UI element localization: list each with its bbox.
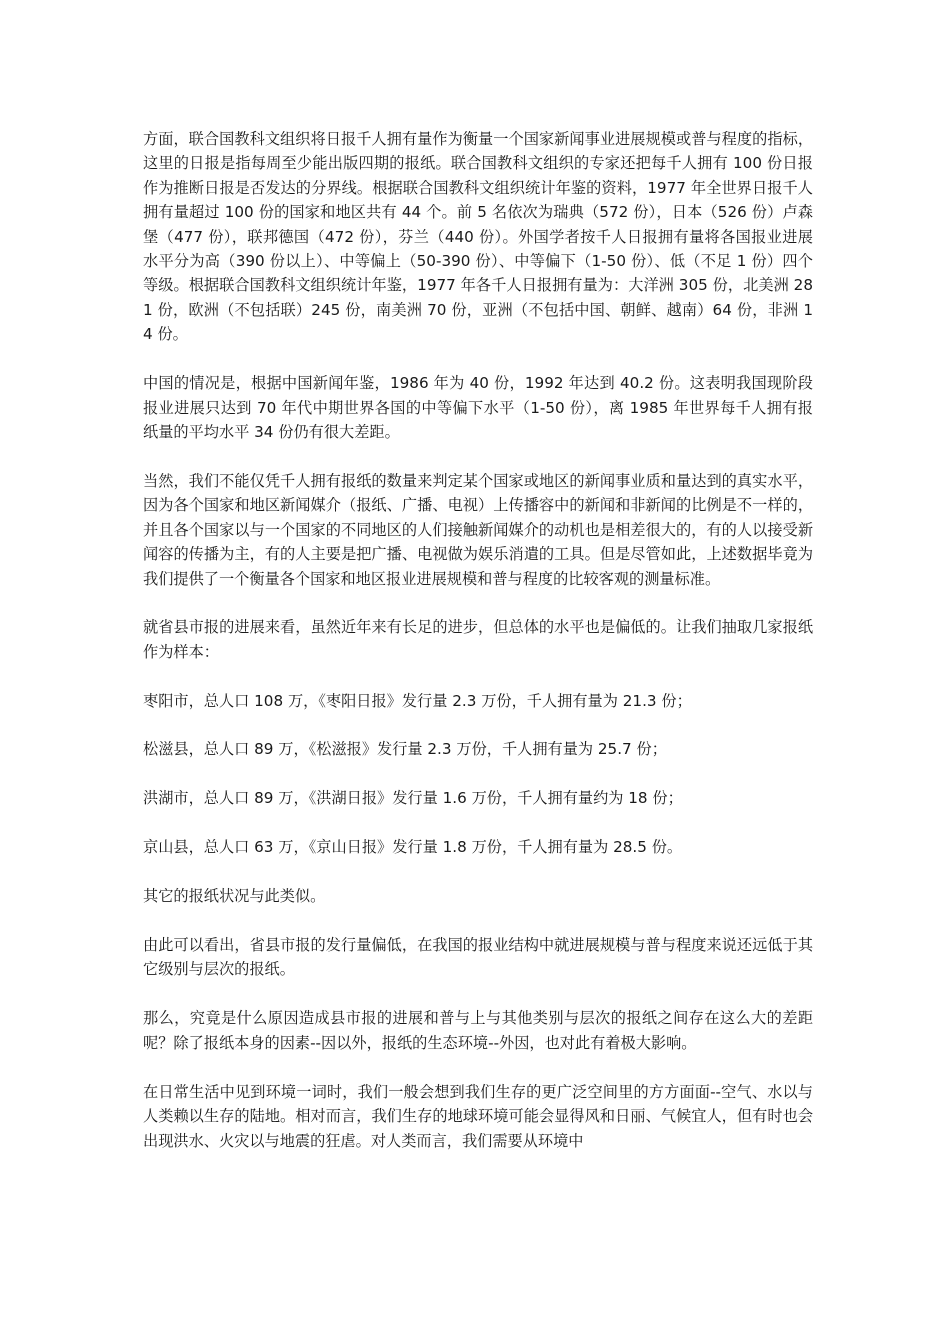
paragraph-conclusion-low-circulation: 由此可以看出，省县市报的发行量偏低，在我国的报业结构中就进展规模与普与程度来说还远低于其它级别与层次的报纸。 <box>143 935 813 979</box>
paragraph-sample-honghu: 洪湖市，总人口 89 万，《洪湖日报》发行量 1.6 万份，千人拥有量约为 18 份； <box>143 789 683 808</box>
document-page <box>143 127 813 1153</box>
paragraph-environment-definition: 在日常生活中见到环境一词时，我们一般会想到我们生存的更广泛空间里的方方面面--空气、水以与人类赖以生存的陆地。相对而言，我们生存的地球环境可能会显得风和日丽、气候宜人，但有时也会出现洪水、火灾以与地震的狂虐。对人类而言，我们需要从环境中 <box>143 1082 813 1150</box>
paragraph-county-papers-intro: 就省县市报的进展来看，虽然近年来有长足的进步，但总体的水平也是偏低的。让我们抽取几家报纸作为样本： <box>143 618 813 661</box>
paragraph-question-causes: 那么，究竟是什么原因造成县市报的进展和普与上与其他类别与层次的报纸之间存在这么大的差距呢？除了报纸本身的因素--因以外，报纸的生态环境--外因，也对此有着极大影响。 <box>143 1009 813 1052</box>
paragraph-measurement-caveat: 当然，我们不能仅凭千人拥有报纸的数量来判定某个国家或地区的新闻事业质和量达到的真实水平，因为各个国家和地区新闻媒介（报纸、广播、电视）上传播容中的新闻和非新闻的比例是不一样的，并且各个国家以与一个国家的不同地区的人们接触新闻媒介的动机也是相差很大的，有的人以接受新闻容的传播为主，有的人主要是把广播、电视做为娱乐消遣的工具。但是尽管如此，上述数据毕竟为我们提供了一个衡量各个国家和地区报业进展规模和普与程度的比较客观的测量标准。 <box>143 472 813 588</box>
paragraph-unesco-indicator: 方面，联合国教科文组织将日报千人拥有量作为衡量一个国家新闻事业进展规模或普与程度的指标，这里的日报是指每周至少能出版四期的报纸。联合国教科文组织的专家还把每千人拥有 100 份日报作为推断日报是否发达的分界线。根据联合国教科文组织统计年鉴的资料，1977 年全世界日报千人拥有量超过 100 份的国家和地区共有 44 个。前 5 名依次为瑞典（572 份），日本（526 份）卢森堡（477 份），联邦德国（472 份），芬兰（440 份）。外国学者按千人日报拥有量将各国报业进展水平分为高（390 份以上）、中等偏上（50-390 份）、中等偏下（1-50 份）、低（不足 1 份）四个等级。根据联合国教科文组织统计年鉴，1977 年各千人日报拥有量为：大洋洲 305 份，北美洲 281 份，欧洲（不包括联）245 份，南美洲 70 份，亚洲（不包括中国、朝鲜、越南）64 份，非洲 14 份。 <box>143 130 813 344</box>
paragraph-sample-jingshan: 京山县，总人口 63 万，《京山日报》发行量 1.8 万份，千人拥有量为 28.5 份。 <box>143 838 683 857</box>
paragraph-sample-zaoyang: 枣阳市，总人口 108 万，《枣阳日报》发行量 2.3 万份，千人拥有量为 21.3 份； <box>143 691 692 710</box>
paragraph-others-similar: 其它的报纸状况与此类似。 <box>143 886 326 905</box>
paragraph-china-situation: 中国的情况是，根据中国新闻年鉴，1986 年为 40 份，1992 年达到 40.2 份。这表明我国现阶段报业进展只达到 70 年代中期世界各国的中等偏下水平（1-50 份），离 1985 年世界每千人拥有报纸量的平均水平 34 份仍有很大差距。 <box>143 374 813 442</box>
paragraph-sample-songzi: 松滋县，总人口 89 万，《松滋报》发行量 2.3 万份，千人拥有量为 25.7 份； <box>143 740 667 759</box>
